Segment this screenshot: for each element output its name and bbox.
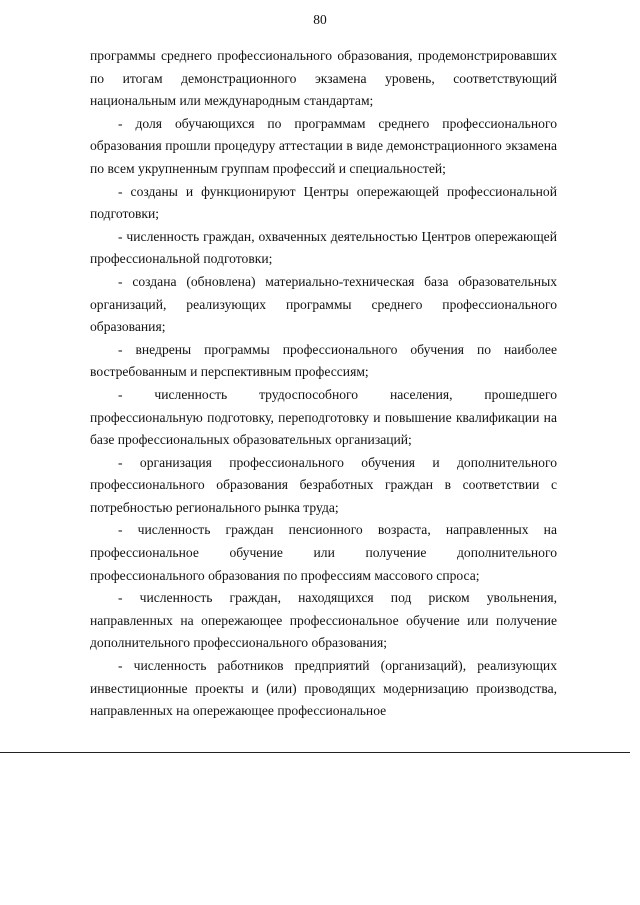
page-number: 80 <box>313 12 327 27</box>
footer-divider <box>0 752 630 753</box>
paragraph-continuation: программы среднего профессионального образования, продемонстрировавших по итогам демонстрационного экзамена уровень, соответствующий национальным или международным стандартам; <box>90 48 557 109</box>
list-item-dismissal-risk: - численность граждан, находящихся под риском увольнения, направленных на опережающее профессиональное обучение или получение дополнительного профессионального образования; <box>90 590 557 651</box>
list-item-material-base: - создана (обновлена) материально-техническая база образовательных организаций, реализующих программы среднего профессионального образования; <box>90 273 557 335</box>
list-item-pension-age: - численность граждан пенсионного возраста, направленных на профессиональное обучение или получение дополнительного профессионального образования по профессиям массового спроса; <box>90 522 557 583</box>
list-item-centers-created: - созданы и функционируют Центры опережающей профессиональной подготовки; <box>90 183 557 222</box>
list-item-unemployed-training: - организация профессионального обучения и дополнительного профессионального образования безработных граждан в соответствии с потребностью регионального рынка труда; <box>90 454 557 515</box>
document-body <box>90 45 557 723</box>
list-item-enterprise-workers: - численность работников предприятий (организаций), реализующих инвестиционные проекты и (или) проводящих модернизацию производства, направленных на опережающее профессиональное <box>90 658 557 719</box>
list-item-centers-coverage: - численность граждан, охваченных деятельностью Центров опережающей профессиональной подготовки; <box>90 228 557 267</box>
list-item-working-population: - численность трудоспособного населения, прошедшего профессиональную подготовку, переподготовку и повышение квалификации на базе профессиональных образовательных организаций; <box>90 386 557 448</box>
list-item-exam-share: - доля обучающихся по программам среднего профессионального образования прошли процедуру аттестации в виде демонстрационного экзамена по всем укрупненным группам профессий и специальностей; <box>90 115 557 176</box>
list-item-training-programs: - внедрены программы профессионального обучения по наиболее востребованным и перспективным профессиям; <box>90 341 557 380</box>
